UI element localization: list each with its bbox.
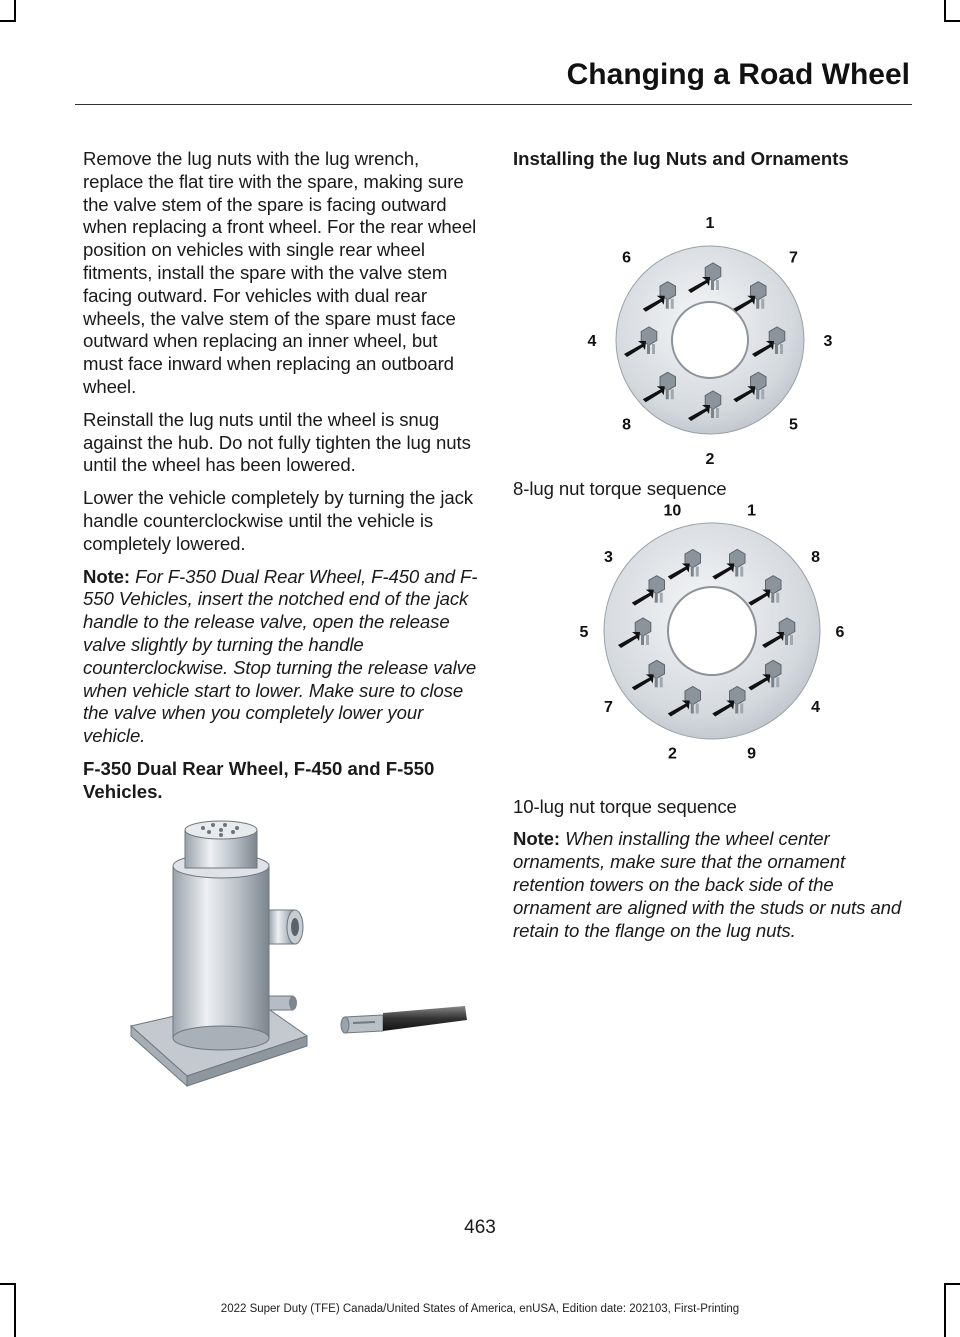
footer: 2022 Super Duty (TFE) Canada/United States of America, enUSA, Edition date: 202103, First-Printing bbox=[220, 1303, 740, 1315]
torque-sequence-label: 1 bbox=[747, 501, 757, 519]
torque-sequence-label: 6 bbox=[835, 623, 845, 641]
note-text: When installing the wheel center ornaments, make sure that the ornament retention towers on the back side of the ornament are aligned with the studs or nuts and retain to the flange on the lug nuts. bbox=[513, 828, 902, 941]
torque-sequence-label: 2 bbox=[667, 745, 677, 763]
eight-lug-diagram bbox=[513, 175, 913, 468]
header-rule bbox=[75, 104, 912, 105]
crop-mark bbox=[0, 20, 16, 22]
right-column bbox=[513, 148, 913, 952]
torque-sequence-label: 10 bbox=[663, 501, 682, 519]
crop-mark bbox=[944, 20, 960, 22]
torque-sequence-label: 9 bbox=[747, 745, 757, 763]
wheel-hub-hole bbox=[672, 302, 748, 378]
note-ornaments bbox=[513, 828, 913, 942]
torque-sequence-label: 8 bbox=[622, 416, 632, 434]
page-number: 463 bbox=[464, 1217, 496, 1238]
ten-lug-figure bbox=[513, 501, 913, 788]
paragraph-lower-vehicle: Lower the vehicle completely by turning the jack handle counterclockwise until the vehicle is completely lowered. bbox=[83, 487, 474, 554]
torque-sequence-label: 5 bbox=[788, 416, 798, 434]
bottle-jack-illustration bbox=[83, 818, 480, 1088]
paragraph-remove-lug-nuts: Remove the lug nuts with the lug wrench, replace the flat tire with the spare, making sure the valve stem of the spare is facing outward when replacing a front wheel. For the rear wheel position on vehicles with single rear wheel fitments, install the spare with the valve stem facing outward. For vehicles with dual rear wheels, the valve stem of the spare must face outward when replacing an inner wheel, but must face inward when replacing an outboard wheel. bbox=[83, 148, 477, 397]
torque-sequence-label: 5 bbox=[579, 623, 589, 641]
note bbox=[83, 566, 480, 748]
paragraph-reinstall: Reinstall the lug nuts until the wheel is snug against the hub. Do not fully tighten the lug nuts until the wheel has been lowered. bbox=[83, 408, 471, 476]
note-text: For F-350 Dual Rear Wheel, F-450 and F-550 Vehicles, insert the notched end of the jack handle to the release valve, open the release valve slightly by turning the handle counterclockwise. Stop turning the release valve when vehicle start to lower. Make sure to close the valve when you completely lower your vehicle. bbox=[83, 565, 478, 747]
torque-sequence-label: 4 bbox=[587, 332, 597, 350]
caption-10-lug: 10-lug nut torque sequence bbox=[513, 795, 737, 817]
caption-8-lug: 8-lug nut torque sequence bbox=[513, 477, 727, 499]
torque-sequence-label: 7 bbox=[788, 249, 798, 267]
torque-sequence-label: 8 bbox=[811, 548, 821, 566]
torque-sequence-label: 3 bbox=[603, 548, 613, 566]
section-heading-installing: Installing the lug Nuts and Ornaments bbox=[513, 148, 849, 169]
bottle-jack-figure bbox=[83, 818, 480, 1093]
torque-sequence-label: 2 bbox=[705, 450, 715, 468]
section-heading-f350: F-350 Dual Rear Wheel, F-450 and F-550 Vehicles. bbox=[83, 757, 435, 802]
note-label: Note: bbox=[83, 565, 131, 587]
crop-mark bbox=[0, 1283, 16, 1285]
crop-mark bbox=[944, 0, 946, 22]
crop-mark bbox=[944, 1283, 960, 1285]
page-title: Changing a Road Wheel bbox=[566, 58, 910, 91]
left-column bbox=[83, 148, 480, 1093]
torque-sequence-label: 4 bbox=[811, 698, 821, 716]
torque-sequence-label: 6 bbox=[622, 249, 632, 267]
torque-sequence-label: 3 bbox=[823, 332, 833, 350]
note-label: Note: bbox=[513, 828, 561, 850]
ten-lug-diagram bbox=[513, 501, 913, 783]
wheel-hub-hole bbox=[668, 587, 756, 675]
eight-lug-figure bbox=[513, 175, 913, 470]
torque-sequence-label: 7 bbox=[603, 698, 613, 716]
crop-mark bbox=[14, 0, 16, 22]
torque-sequence-label: 1 bbox=[705, 214, 715, 232]
